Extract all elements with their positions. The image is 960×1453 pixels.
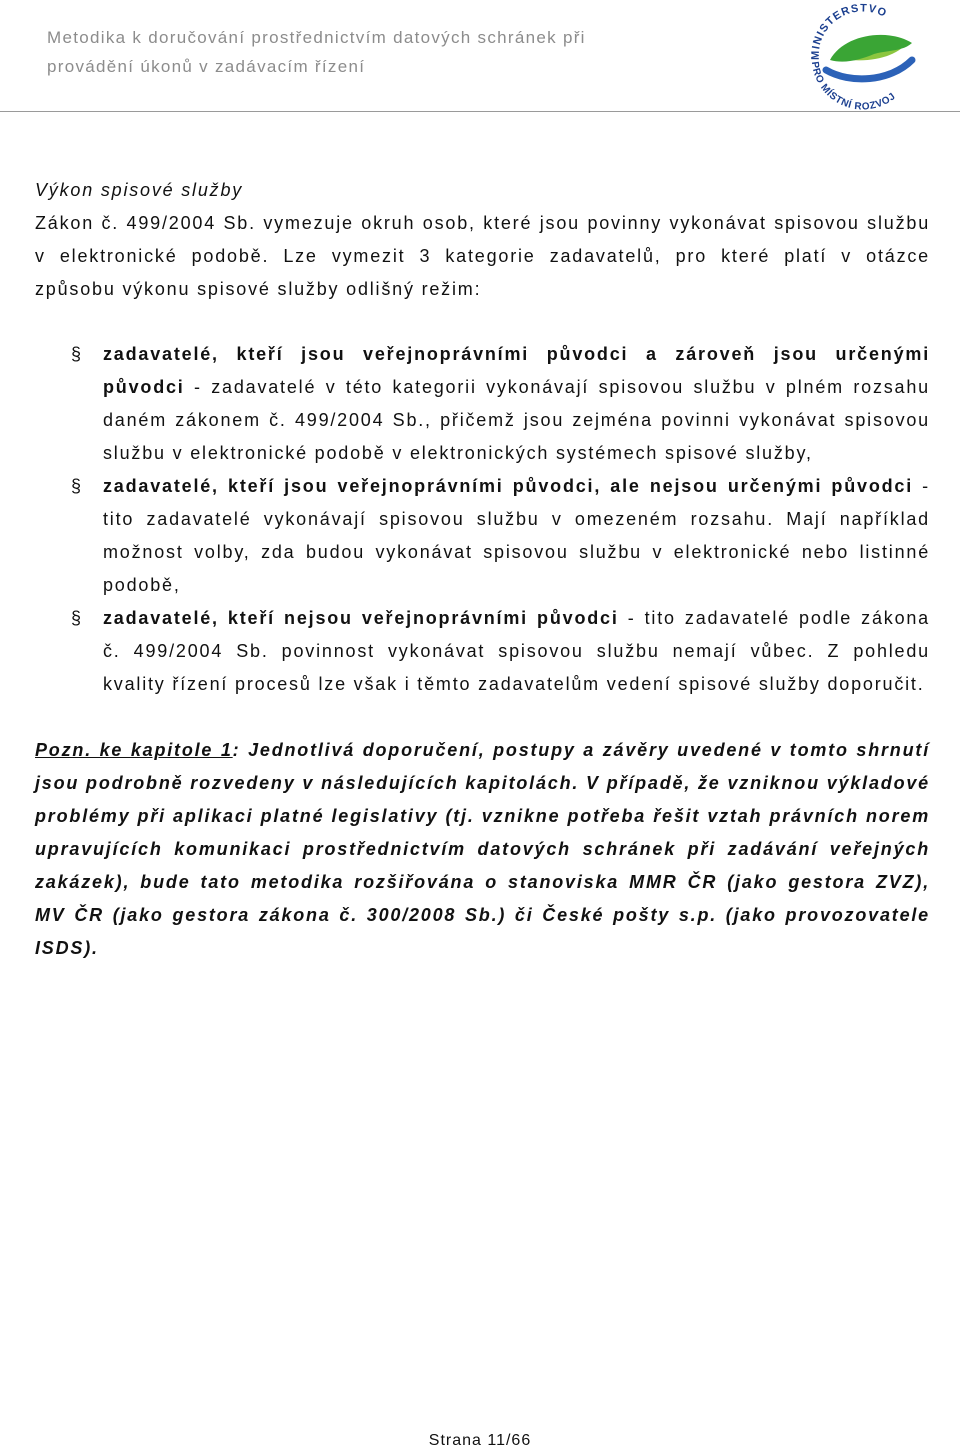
list-item-text: - zadavatelé v této kategorii vykonávají spisovou službu v plném rozsahu daném zákonem č. 499/2004 Sb., přičemž jsou zejména povinni vykonávat spisovou službu v elektronické podobě v elektronických systémech spisové služby, bbox=[103, 377, 930, 463]
logo-top-textpath: MINISTERSTVO bbox=[809, 2, 889, 61]
logo-bottom-textpath: PRO MÍSTNÍ ROZVOJ bbox=[808, 60, 898, 110]
section-heading: Výkon spisové služby bbox=[35, 180, 244, 200]
section-sign-bullet: § bbox=[71, 476, 82, 496]
header-title bbox=[47, 23, 767, 81]
list-item bbox=[35, 602, 930, 701]
note-label: Pozn. ke kapitole 1 bbox=[35, 740, 233, 760]
chapter-note bbox=[35, 734, 930, 965]
intro-paragraph: Zákon č. 499/2004 Sb. vymezuje okruh osob, které jsou povinny vykonávat spisovou službu v elektronické podobě. Lze vymezit 3 kategorie zadavatelů, pro které platí v otázce způsobu výkonu spisové služby odlišný režim: bbox=[35, 213, 930, 299]
list-item-bold-text: zadavatelé, kteří nejsou veřejnoprávními původci bbox=[103, 608, 619, 628]
page-number: Strana 11/66 bbox=[428, 1432, 532, 1449]
list-item-text: - tito zadavatelé vykonávají spisovou službu v omezeném rozsahu. Mají například možnost volby, zda budou vykonávat spisovou službu v elektronické nebo listinné podobě, bbox=[103, 476, 930, 595]
list-item bbox=[35, 470, 930, 602]
list-item-text: - tito zadavatelé podle zákona č. 499/2004 Sb. povinnost vykonávat spisovou službu nemají vůbec. Z pohledu kvality řízení procesů lze však i těmto zadavatelům vedení spisové služby doporučit. bbox=[103, 608, 930, 694]
ministry-logo bbox=[790, 0, 935, 110]
list-item-bold-text: zadavatelé, kteří jsou veřejnoprávními původci, ale nejsou určenými původci bbox=[103, 476, 914, 496]
list-item bbox=[35, 338, 930, 470]
header-title-line-2: provádění úkonů v zadávacím řízení bbox=[47, 57, 366, 76]
page-content bbox=[35, 174, 930, 965]
page-header bbox=[0, 0, 960, 112]
category-list bbox=[35, 338, 930, 701]
note-text: : Jednotlivá doporučení, postupy a závěry uvedené v tomto shrnutí jsou podrobně rozvedeny v následujících kapitolách. V případě, že vzniknou výkladové problémy při aplikaci platné legislativy (tj. vznikne potřeba řešit vztah právních norem upravujících komunikaci prostřednictvím datových schránek při zadávání veřejných zakázek), bude tato metodika rozšiřována o stanoviska MMR ČR (jako gestora ZVZ), MV ČR (jako gestora zákona č. 300/2008 Sb.) či České pošty s.p. (jako provozovatele ISDS). bbox=[35, 740, 930, 958]
header-title-line-1: Metodika k doručování prostřednictvím datových schránek při bbox=[47, 28, 586, 47]
section-sign-bullet: § bbox=[71, 344, 82, 364]
list-item-bold-text: zadavatelé, kteří jsou veřejnoprávními původci a zároveň jsou určenými původci bbox=[103, 344, 930, 397]
section-sign-bullet: § bbox=[71, 608, 82, 628]
